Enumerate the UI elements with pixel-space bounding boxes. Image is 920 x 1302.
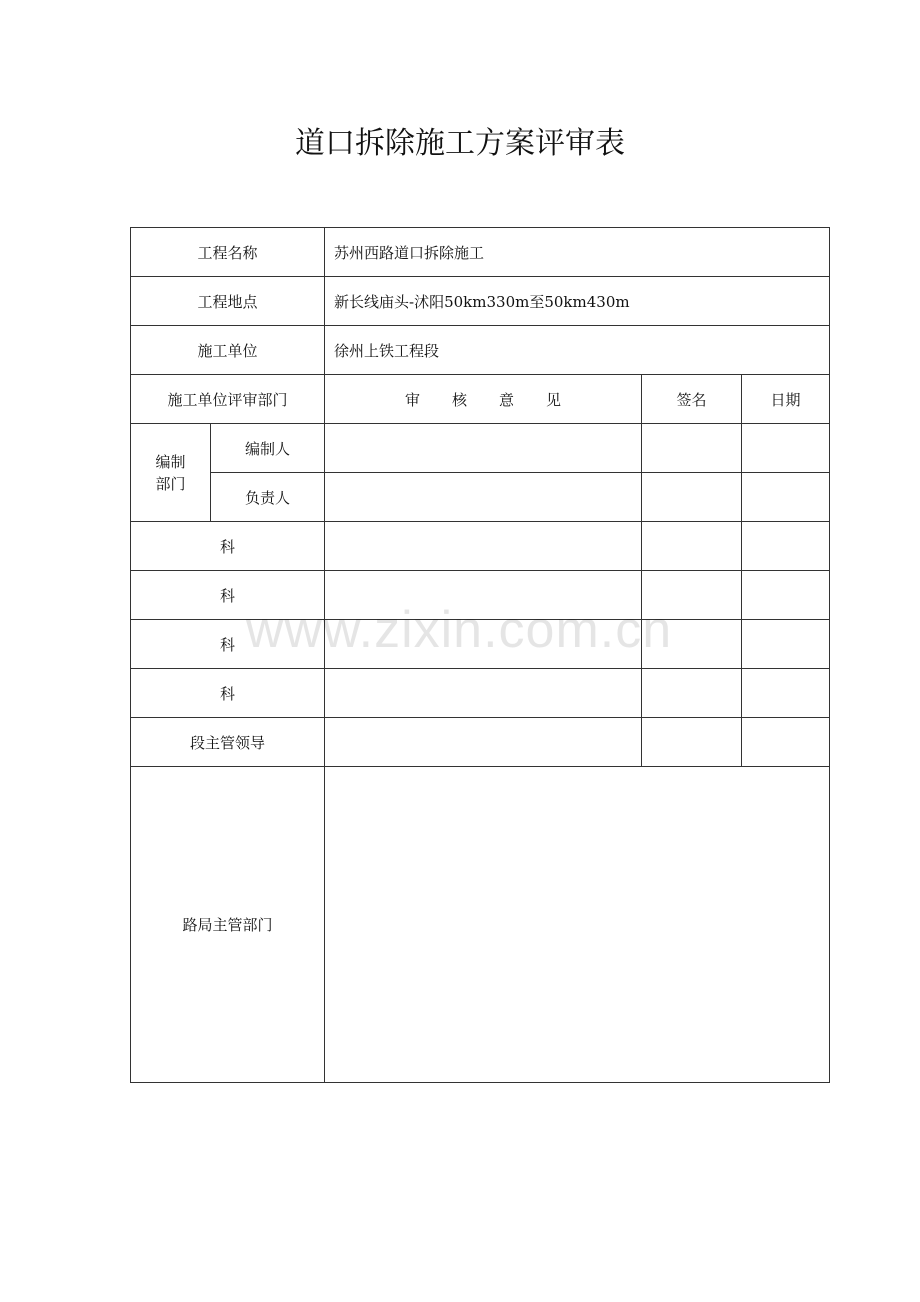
row-construction-unit: [131, 326, 830, 375]
compiler-label: 编制人: [211, 424, 325, 473]
section-signature-cell[interactable]: [642, 620, 742, 669]
section-leader-signature-cell[interactable]: [642, 718, 742, 767]
project-name-value: 苏州西路道口拆除施工: [325, 228, 830, 277]
responsible-signature-cell[interactable]: [642, 473, 742, 522]
section-opinion-cell[interactable]: [325, 620, 642, 669]
section-label: 科: [131, 620, 325, 669]
compiler-opinion-cell[interactable]: [325, 424, 642, 473]
project-name-label: 工程名称: [131, 228, 325, 277]
section-signature-cell[interactable]: [642, 669, 742, 718]
opinion-char: 审: [404, 390, 420, 409]
responsible-opinion-cell[interactable]: [325, 473, 642, 522]
section-date-cell[interactable]: [742, 522, 830, 571]
opinion-char: 意: [499, 390, 515, 409]
opinion-char: 核: [452, 390, 468, 409]
review-form-table: [130, 227, 830, 1083]
compiler-signature-cell[interactable]: [642, 424, 742, 473]
section-opinion-cell[interactable]: [325, 571, 642, 620]
bureau-dept-label: 路局主管部门: [131, 767, 325, 1083]
row-review-header: [131, 375, 830, 424]
compile-dept-text: 编制部门: [155, 452, 186, 493]
section-opinion-cell[interactable]: [325, 669, 642, 718]
responsible-date-cell[interactable]: [742, 473, 830, 522]
document-title: 道口拆除施工方案评审表: [295, 126, 625, 161]
watermark: www.zixin.com.cn: [245, 601, 673, 659]
review-opinion-header: [325, 375, 642, 424]
row-section-leader: [131, 718, 830, 767]
section-signature-cell[interactable]: [642, 571, 742, 620]
row-section: [131, 571, 830, 620]
review-dept-header: 施工单位评审部门: [131, 375, 325, 424]
opinion-char: 见: [546, 390, 562, 409]
row-compiler: [131, 424, 830, 473]
construction-unit-value: 徐州上铁工程段: [325, 326, 830, 375]
section-label: 科: [131, 669, 325, 718]
row-responsible: [131, 473, 830, 522]
section-signature-cell[interactable]: [642, 522, 742, 571]
row-project-location: [131, 277, 830, 326]
section-date-cell[interactable]: [742, 571, 830, 620]
section-label: 科: [131, 571, 325, 620]
section-leader-opinion-cell[interactable]: [325, 718, 642, 767]
section-date-cell[interactable]: [742, 620, 830, 669]
signature-header: 签名: [642, 375, 742, 424]
section-leader-date-cell[interactable]: [742, 718, 830, 767]
section-leader-label: 段主管领导: [131, 718, 325, 767]
bureau-dept-opinion-cell[interactable]: [325, 767, 830, 1083]
construction-unit-label: 施工单位: [131, 326, 325, 375]
row-section: [131, 669, 830, 718]
row-bureau-dept: [131, 767, 830, 1083]
row-project-name: [131, 228, 830, 277]
row-section: [131, 620, 830, 669]
row-section: [131, 522, 830, 571]
date-header: 日期: [742, 375, 830, 424]
responsible-label: 负责人: [211, 473, 325, 522]
compiler-date-cell[interactable]: [742, 424, 830, 473]
project-location-value: 新长线庙头-沭阳50km330m至50km430m: [325, 277, 830, 326]
compile-dept-label: [131, 424, 211, 522]
section-opinion-cell[interactable]: [325, 522, 642, 571]
section-date-cell[interactable]: [742, 669, 830, 718]
section-label: 科: [131, 522, 325, 571]
project-location-label: 工程地点: [131, 277, 325, 326]
